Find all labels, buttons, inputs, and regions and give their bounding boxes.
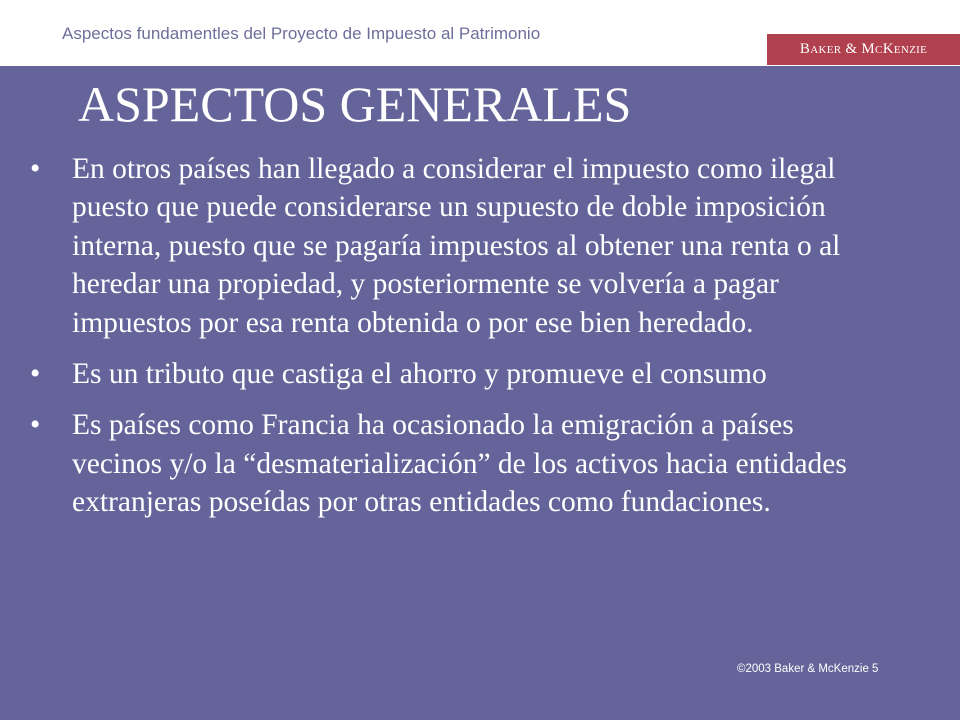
bullet-list	[30, 150, 875, 535]
bullet-dot-icon: •	[30, 358, 41, 391]
bullet-text: Es países como Francia ha ocasionado la emigración a países vecinos y/o la “desmaterialización” de los activos hacia entidades extranjeras poseídas por otras entidades como fundaciones.	[72, 409, 847, 519]
bullet-item	[30, 150, 875, 342]
bullet-dot-icon: •	[30, 153, 41, 185]
bullet-text: En otros países han llegado a considerar el impuesto como ilegal puesto que puede considerarse un supuesto de doble imposición interna, puesto que se pagaría impuestos al obtener una renta o al heredar una propiedad, y posteriormente se volvería a pagar impuestos por esa renta obtenida o por ese bien heredado.	[72, 153, 841, 339]
bullet-text: Es un tributo que castiga el ahorro y promueve el consumo	[72, 358, 767, 391]
running-title: Aspectos fundamentles del Proyecto de Impuesto al Patrimonio	[62, 24, 541, 43]
baker-mckenzie-logo: Baker & McKenzie	[767, 34, 960, 65]
bullet-item	[30, 406, 875, 521]
header-bar	[0, 0, 960, 66]
bullet-dot-icon: •	[30, 409, 41, 442]
slide-title: ASPECTOS GENERALES	[78, 76, 632, 132]
copyright-footer: ©2003 Baker & McKenzie 5	[737, 663, 879, 675]
bullet-item	[30, 355, 875, 393]
